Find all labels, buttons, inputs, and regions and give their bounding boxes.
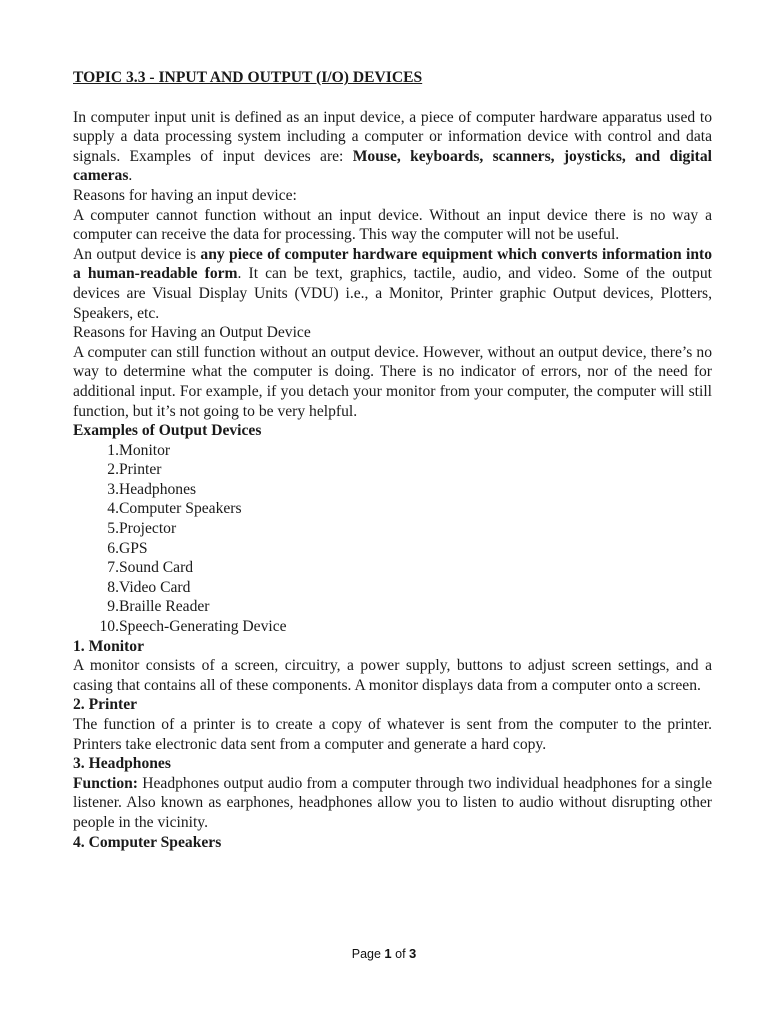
- page-footer: [0, 946, 768, 961]
- headphones-heading: 3. Headphones: [73, 755, 171, 773]
- list-item: [73, 597, 712, 617]
- list-item-number: 2.: [107, 461, 119, 479]
- printer-heading: 2. Printer: [73, 696, 138, 714]
- list-item-number: 5.: [107, 520, 119, 538]
- list-item: [73, 460, 712, 480]
- list-item-label: Braille Reader: [119, 598, 210, 616]
- headphones-text: Headphones output audio from a computer through two individual headphones for a single listener. Also known as earphones, headphones allow you to listen to audio without disrupting other people in the vicinity.: [73, 774, 712, 831]
- list-item: [73, 499, 712, 519]
- examples-heading: Examples of Output Devices: [73, 422, 262, 440]
- footer-page-word: Page: [351, 947, 385, 961]
- list-item-label: Monitor: [119, 441, 171, 459]
- output-reasons-text: A computer can still function without an output device. However, without an output device, there’s no way to determine what the computer is doing. There is no indicator of errors, nor of the need for additional input. For example, if you detach your monitor from your computer, the computer will still function, but it’s not going to be very helpful.: [73, 343, 712, 420]
- list-item: [73, 578, 712, 598]
- list-item-label: Computer Speakers: [119, 500, 242, 518]
- footer-current-page: 1: [384, 946, 392, 961]
- list-item: [73, 480, 712, 500]
- output-devices-list: [73, 441, 712, 637]
- list-item-number: 7.: [107, 559, 119, 577]
- output-def-prefix: An output device is: [73, 245, 201, 263]
- list-item: [73, 617, 712, 637]
- output-reasons-heading: Reasons for Having an Output Device: [73, 324, 311, 342]
- list-item-label: Headphones: [119, 480, 197, 498]
- list-item-number: 4.: [107, 500, 119, 518]
- list-item-number: 3.: [107, 480, 119, 498]
- headphones-paragraph: [73, 774, 712, 833]
- intro-bold: Mouse, keyboards, scanners, joysticks, and digital cameras: [73, 147, 712, 185]
- list-item: [73, 539, 712, 559]
- intro-paragraph: [73, 108, 712, 186]
- list-item-label: Printer: [119, 461, 162, 479]
- list-item-label: Video Card: [119, 578, 191, 596]
- list-item-number: 1.: [107, 441, 119, 459]
- printer-text: The function of a printer is to create a copy of whatever is sent from the computer to the printer. Printers take electronic data sent from a computer and generate a hard copy.: [73, 716, 712, 753]
- list-item-label: Sound Card: [119, 559, 194, 577]
- output-definition-paragraph: [73, 245, 712, 323]
- list-item: [73, 558, 712, 578]
- list-item-number: 8.: [107, 578, 119, 596]
- list-item-number: 6.: [107, 539, 119, 557]
- document-page: [73, 68, 712, 852]
- list-item-label: Projector: [119, 520, 177, 538]
- spacer: [73, 88, 712, 108]
- headphones-function-label: Function:: [73, 774, 138, 792]
- list-item-number: 9.: [107, 598, 119, 616]
- list-item-label: GPS: [119, 539, 148, 557]
- footer-of-word: of: [391, 947, 410, 961]
- intro-text: In computer input unit is defined as an input device, a piece of computer hardware apparatus used to supply a data processing system including a computer or information device with control and data signals. Examples of input devices are:: [73, 108, 712, 165]
- monitor-text: A monitor consists of a screen, circuitry, a power supply, buttons to adjust screen settings, and a casing that contains all of these components. A monitor displays data from a computer onto a screen.: [73, 657, 712, 694]
- page-title: TOPIC 3.3 - INPUT AND OUTPUT (I/O) DEVICES: [73, 69, 423, 86]
- list-item: [73, 441, 712, 461]
- output-def-suffix: . It can be text, graphics, tactile, audio, and video. Some of the output devices are Visual Display Units (VDU) i.e., a Monitor, Printer graphic Output devices, Plotters, Speakers, etc.: [73, 265, 712, 322]
- list-item-number: 10.: [99, 618, 119, 636]
- intro-end: .: [128, 167, 133, 185]
- speakers-heading: 4. Computer Speakers: [73, 833, 222, 851]
- footer-total-pages: 3: [409, 946, 417, 961]
- input-reasons-text: A computer cannot function without an input device. Without an input device there is no way a computer can receive the data for processing. This way the computer will not be useful.: [73, 206, 712, 244]
- list-item: [73, 519, 712, 539]
- monitor-heading: 1. Monitor: [73, 637, 145, 655]
- input-reasons-heading: Reasons for having an input device:: [73, 186, 297, 204]
- output-def-bold: any piece of computer hardware equipment which converts information into a human-readable form: [73, 245, 712, 283]
- list-item-label: Speech-Generating Device: [119, 618, 287, 636]
